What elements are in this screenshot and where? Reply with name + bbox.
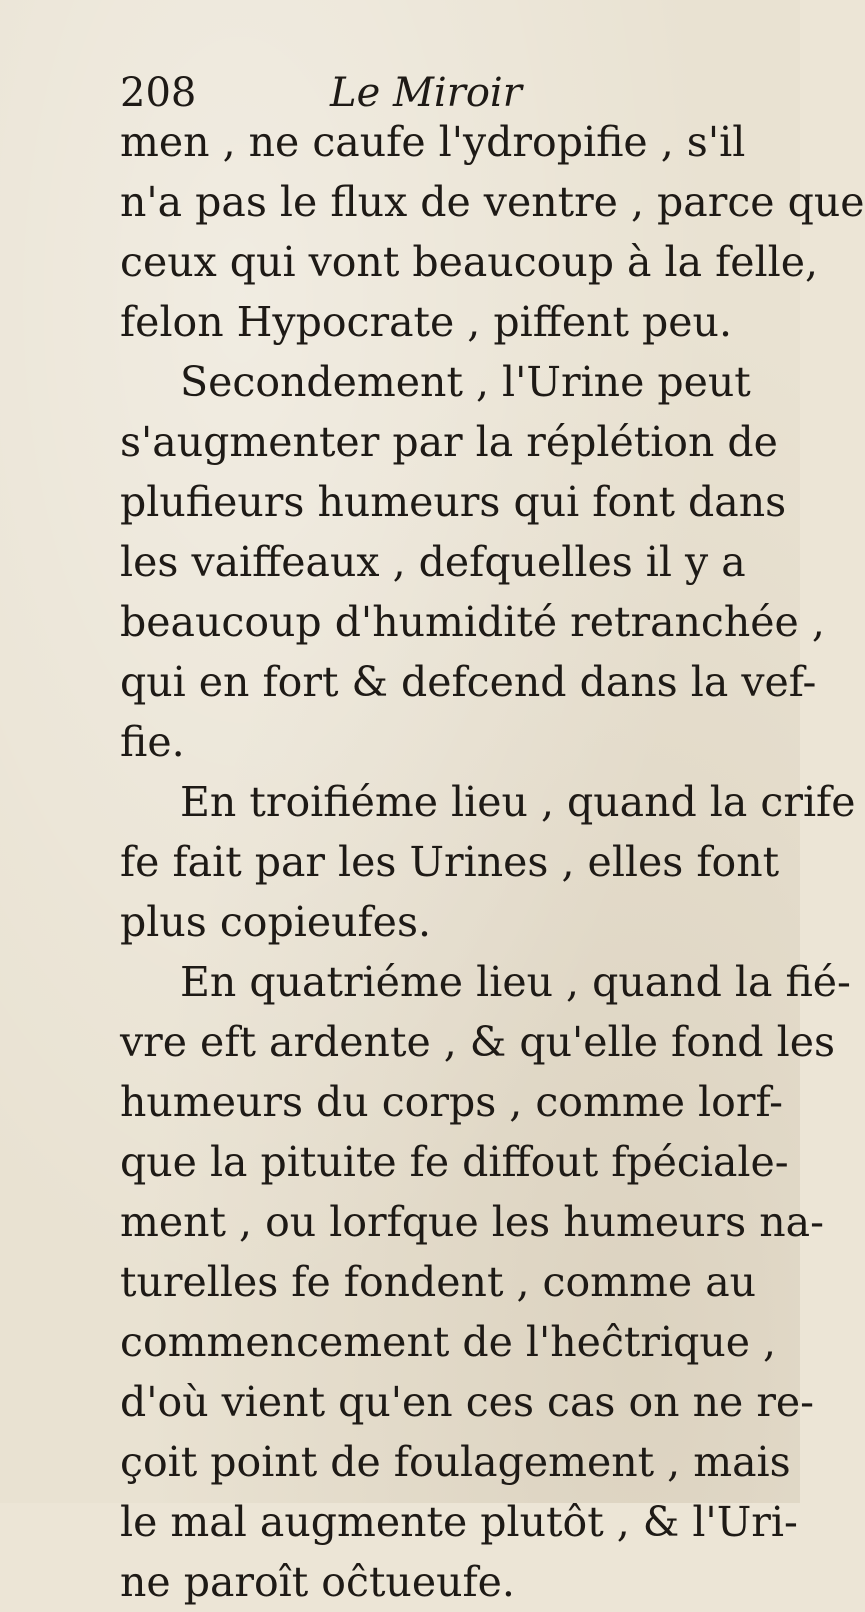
text-line: fe fait par les Urines , elles font [120,838,780,886]
body-text [120,112,865,1612]
text-line: s'augmenter par la réplétion de [120,418,778,466]
text-line: ne paroît oĉtueufe. [120,1558,515,1606]
text-line: d'où vient qu'en ces cas on ne re- [120,1378,815,1426]
text-line: ceux qui vont beaucoup à la felle, [120,238,819,286]
text-line: commencement de l'heĉtrique , [120,1318,777,1366]
text-line: qui en fort & defcend dans la vef- [120,658,817,706]
text-line: plus copieufes. [120,898,432,946]
text-line: le mal augmente plutôt , & l'Uri- [120,1498,798,1546]
text-line: fie. [120,718,185,766]
text-line: turelles fe fondent , comme au [120,1258,757,1306]
text-line: n'a pas le flux de ventre , parce que [120,178,865,226]
text-line: men , ne caufe l'ydropifie , s'il [120,118,746,166]
text-line: les vaiffeaux , defquelles il y a [120,538,746,586]
text-line: plufieurs humeurs qui font dans [120,478,787,526]
text-line: Secondement , l'Urine peut [180,358,751,406]
running-title: Le Miroir [330,70,522,116]
text-line: humeurs du corps , comme lorf- [120,1078,784,1126]
text-line: En troifiéme lieu , quand la crife [180,778,856,826]
text-line: ment , ou lorfque les humeurs na- [120,1198,824,1246]
page-header [120,70,680,116]
text-line: çoit point de foulagement , mais [120,1438,791,1486]
page-number: 208 [120,70,197,116]
text-line: beaucoup d'humidité retranchée , [120,598,825,646]
text-line: vre eft ardente , & qu'elle fond les [120,1018,835,1066]
text-line: que la pituite fe diffout fpéciale- [120,1138,789,1186]
text-line: En quatriéme lieu , quand la fié- [180,958,851,1006]
text-line: felon Hypocrate , piffent peu. [120,298,732,346]
